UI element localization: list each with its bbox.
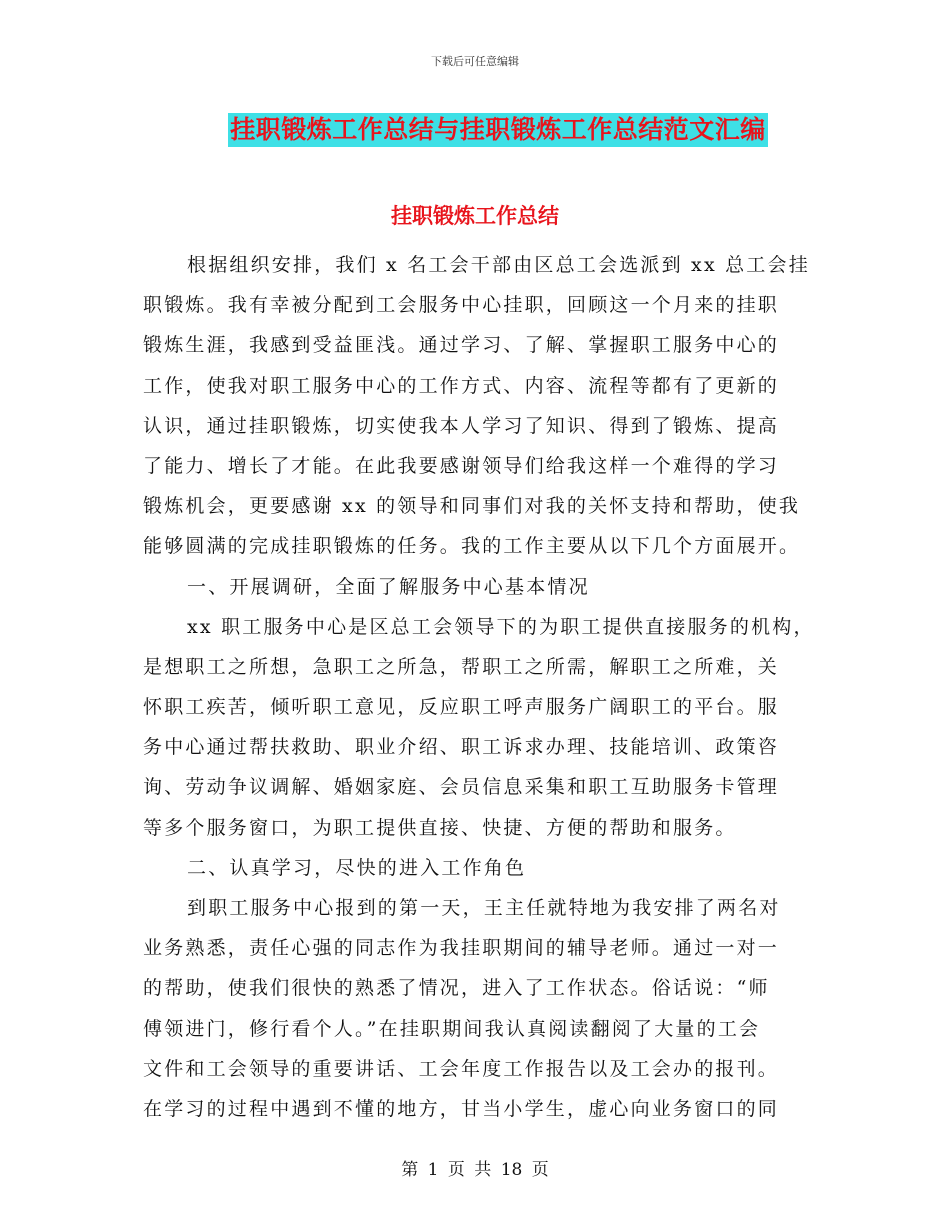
body-line: 二、认真学习，尽快的进入工作角色	[187, 856, 527, 879]
body-line: 务中心通过帮扶救助、职业介绍、职工诉求办理、技能培训、政策咨	[143, 736, 780, 759]
body-line: 根据组织安排，我们 x 名工会干部由区总工会选派到 xx 总工会挂	[187, 254, 810, 276]
body-line: 一、开展调研，全面了解服务中心基本情况	[187, 575, 590, 598]
body-line: 询、劳动争议调解、婚姻家庭、会员信息采集和职工互助服务卡管理	[143, 776, 780, 799]
main-title: 挂职锻炼工作总结与挂职锻炼工作总结范文汇编	[228, 113, 768, 147]
body-line: 文件和工会领导的重要讲话、工会年度工作报告以及工会办的报刊。	[143, 1057, 780, 1080]
body-line: 在学习的过程中遇到不懂的地方，甘当小学生，虚心向业务窗口的同	[143, 1097, 780, 1120]
body-line: 认识，通过挂职锻炼，切实使我本人学习了知识、得到了锻炼、提高	[143, 414, 780, 437]
body-line: 怀职工疾苦，倾听职工意见，反应职工呼声服务广阔职工的平台。服	[143, 696, 780, 719]
body-line: 等多个服务窗口，为职工提供直接、快捷、方便的帮助和服务。	[143, 816, 737, 839]
body-line: 锻炼生涯，我感到受益匪浅。通过学习、了解、掌握职工服务中心的	[143, 334, 780, 357]
body-line: 职锻炼。我有幸被分配到工会服务中心挂职，回顾这一个月来的挂职	[143, 294, 780, 317]
body-line: 的帮助，使我们很快的熟悉了情况，进入了工作状态。俗话说：“师	[143, 977, 770, 1000]
body-line: 是想职工之所想，急职工之所急，帮职工之所需，解职工之所难，关	[143, 655, 780, 678]
body-line: 能够圆满的完成挂职锻炼的任务。我的工作主要从以下几个方面展开。	[143, 535, 801, 558]
body-line: 傅领进门，修行看个人。”在挂职期间我认真阅读翻阅了大量的工会	[143, 1017, 761, 1040]
body-line: 业务熟悉，责任心强的同志作为我挂职期间的辅导老师。通过一对一	[143, 937, 780, 960]
body-line: 到职工服务中心报到的第一天，王主任就特地为我安排了两名对	[187, 897, 781, 919]
header-note: 下载后可任意编辑	[431, 55, 519, 68]
section-title: 挂职锻炼工作总结	[391, 204, 559, 228]
body-line: 工作，使我对职工服务中心的工作方式、内容、流程等都有了更新的	[143, 374, 780, 397]
body-line: 锻炼机会，更要感谢 xx 的领导和同事们对我的关怀支持和帮助，使我	[143, 495, 801, 518]
body-line: xx 职工服务中心是区总工会领导下的为职工提供直接服务的机构，	[187, 615, 815, 638]
body-line: 了能力、增长了才能。在此我要感谢领导们给我这样一个难得的学习	[143, 454, 780, 477]
body-text	[143, 245, 813, 1129]
page-footer: 第 1 页 共 18 页	[401, 1160, 549, 1180]
main-title-wrapper	[0, 113, 950, 147]
